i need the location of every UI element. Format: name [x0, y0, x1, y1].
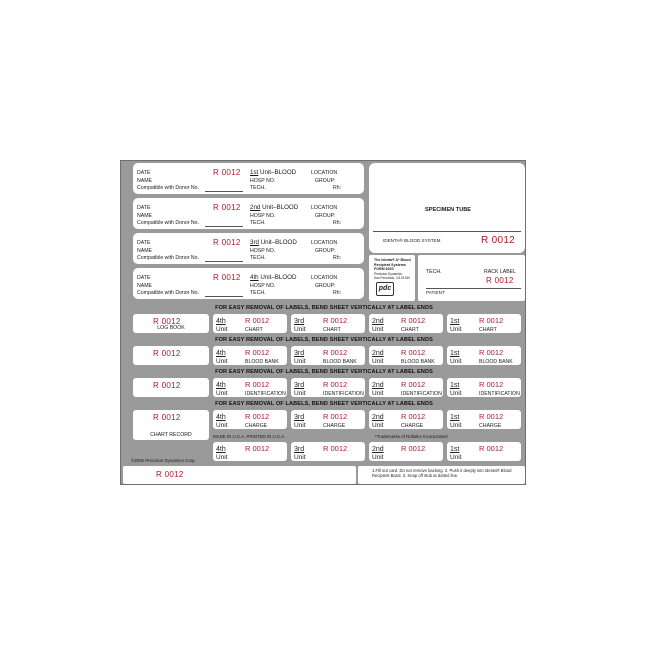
bottom-stub	[123, 466, 356, 484]
unit-label	[369, 442, 443, 461]
stub-number: R 0012	[153, 349, 181, 358]
unit-word: Unit	[450, 422, 462, 429]
unit-number: R 0012	[401, 444, 426, 453]
unit-word: Unit	[216, 326, 228, 333]
unit-row	[133, 163, 364, 194]
unit-ordinal: 1st	[450, 414, 460, 421]
donor-line	[205, 226, 243, 227]
unit-number: R 0012	[245, 444, 270, 453]
unit-label	[213, 378, 287, 397]
fine-print-2: FORM 6020	[374, 267, 394, 271]
unit-number: R 0012	[401, 412, 426, 421]
unit-ordinal: 1st	[450, 350, 460, 357]
left-stub-label	[133, 346, 209, 365]
tech-label: TECH.	[250, 255, 266, 261]
unit-row	[133, 198, 364, 229]
unit-word: Unit	[450, 454, 462, 461]
specimen-number: R 0012	[481, 235, 516, 246]
location-label: LOCATION	[311, 170, 338, 176]
unit-ordinal: 2nd	[372, 414, 384, 421]
date-label: DATE	[137, 170, 151, 176]
stub-caption: CHART RECORD	[150, 432, 192, 438]
unit-caption: CHARGE	[479, 423, 502, 429]
compatible-label: Compatible with Donor No.	[137, 290, 199, 296]
unit-number: R 0012	[245, 412, 270, 421]
group-label: GROUP:	[315, 248, 336, 254]
name-label: NAME	[137, 213, 152, 219]
unit-label	[213, 442, 287, 461]
unit-ordinal: 2nd	[372, 382, 384, 389]
unit-ordinal: 1st Unit–BLOOD	[250, 169, 297, 176]
donor-line	[205, 261, 243, 262]
rh-label: Rh:	[333, 220, 342, 226]
unit-number: R 0012	[479, 316, 504, 325]
unit-ordinal: 1st	[450, 318, 460, 325]
unit-number: R 0012	[479, 348, 504, 357]
rh-label: Rh:	[333, 255, 342, 261]
stub-number: R 0012	[153, 381, 181, 390]
unit-ordinal: 2nd	[372, 446, 384, 453]
unit-ordinal: 4th	[216, 446, 226, 453]
unit-caption: CHARGE	[245, 423, 268, 429]
unit-label	[291, 378, 365, 397]
stub-number: R 0012	[156, 470, 184, 479]
unit-word: Unit	[372, 390, 384, 397]
identa-system-label: IDENTA® BLOOD SYSTEM	[383, 238, 441, 243]
unit-number: R 0012	[479, 412, 504, 421]
unit-word: Unit	[216, 390, 228, 397]
unit-label	[291, 410, 365, 429]
date-label: DATE	[137, 240, 151, 246]
unit-row	[133, 233, 364, 264]
unit-label	[291, 442, 365, 461]
unit-ordinal: 4th	[216, 318, 226, 325]
unit-word: Unit	[216, 454, 228, 461]
unit-ordinal: 4th	[216, 414, 226, 421]
donor-line	[205, 296, 243, 297]
unit-word: Unit	[372, 326, 384, 333]
unit-word: Unit	[294, 326, 306, 333]
unit-caption: CHART	[401, 327, 419, 333]
unit-ordinal: 3rd Unit–BLOOD	[250, 239, 297, 246]
unit-number: R 0012	[479, 380, 504, 389]
removal-banner: FOR EASY REMOVAL OF LABELS, BEND SHEET VERTICALLY AT LABEL ENDS	[215, 337, 433, 343]
unit-word: Unit	[450, 326, 462, 333]
unit-label	[369, 346, 443, 365]
removal-banner: FOR EASY REMOVAL OF LABELS, BEND SHEET VERTICALLY AT LABEL ENDS	[215, 305, 433, 311]
removal-banner: FOR EASY REMOVAL OF LABELS, BEND SHEET VERTICALLY AT LABEL ENDS	[215, 401, 433, 407]
specimen-tube-title: SPECIMEN TUBE	[425, 207, 471, 213]
unit-word: Unit	[372, 358, 384, 365]
name-label: NAME	[137, 248, 152, 254]
pdc-logo: pdc	[376, 282, 394, 296]
fine-print-0: The Identa® A* Blood	[374, 258, 411, 262]
fine-print-3: Precision Dynamics	[374, 271, 402, 276]
rh-label: Rh:	[333, 185, 342, 191]
unit-label	[447, 346, 521, 365]
patient-label: PATIENT	[426, 290, 445, 295]
unit-number: R 0012	[401, 316, 426, 325]
unit-label	[369, 314, 443, 333]
unit-number: R 0012	[479, 444, 504, 453]
hosp-no-label: HOSP NO.	[250, 248, 276, 254]
unit-caption: CHARGE	[401, 423, 424, 429]
unit-ordinal: 3rd	[294, 446, 305, 453]
unit-caption: BLOOD BANK	[323, 359, 357, 365]
unit-caption: IDENTIFICATION	[401, 391, 442, 397]
left-stub-label	[133, 410, 209, 440]
unit-caption: CHART	[479, 327, 497, 333]
unit-caption: BLOOD BANK	[479, 359, 513, 365]
date-label: DATE	[137, 205, 151, 211]
row-number: R 0012	[213, 273, 241, 282]
tech-label: TECH.	[250, 290, 266, 296]
unit-number: R 0012	[401, 380, 426, 389]
unit-number: R 0012	[245, 380, 270, 389]
location-label: LOCATION	[311, 240, 338, 246]
rack-number: R 0012	[486, 276, 514, 285]
stub-caption: LOG BOOK	[157, 325, 185, 331]
tech-label: TECH.	[250, 185, 266, 191]
unit-word: Unit	[294, 390, 306, 397]
unit-number: R 0012	[245, 316, 270, 325]
rack-label-panel	[418, 255, 525, 301]
unit-ordinal: 1st	[450, 382, 460, 389]
unit-row	[133, 268, 364, 299]
rh-label: Rh:	[333, 290, 342, 296]
unit-label	[369, 410, 443, 429]
unit-ordinal: 4th	[216, 350, 226, 357]
unit-label	[447, 410, 521, 429]
unit-ordinal: 3rd	[294, 382, 305, 389]
unit-caption: IDENTIFICATION	[323, 391, 364, 397]
group-label: GROUP:	[315, 283, 336, 289]
unit-ordinal: 3rd	[294, 350, 305, 357]
unit-ordinal: 2nd Unit–BLOOD	[250, 204, 299, 211]
donor-line	[205, 191, 243, 192]
compatible-label: Compatible with Donor No.	[137, 255, 199, 261]
left-stub-label	[133, 314, 209, 333]
unit-caption: BLOOD BANK	[245, 359, 279, 365]
fine-print-1: Recipient Systems	[374, 262, 406, 267]
unit-label	[447, 378, 521, 397]
row-number: R 0012	[213, 203, 241, 212]
hosp-no-label: HOSP NO.	[250, 213, 276, 219]
unit-label	[213, 346, 287, 365]
unit-word: Unit	[372, 422, 384, 429]
unit-caption: IDENTIFICATION	[245, 391, 286, 397]
copyright: ©2006 Precision Dynamics Corp.	[131, 458, 196, 463]
unit-ordinal: 3rd	[294, 318, 305, 325]
date-label: DATE	[137, 275, 151, 281]
unit-word: Unit	[450, 390, 462, 397]
made-in-usa: MADE IN U.S.A. PRINTED IN U.S.A.	[213, 434, 286, 439]
unit-ordinal: 2nd	[372, 318, 384, 325]
unit-number: R 0012	[323, 444, 348, 453]
removal-banner: FOR EASY REMOVAL OF LABELS, BEND SHEET VERTICALLY AT LABEL ENDS	[215, 369, 433, 375]
divider	[426, 288, 521, 289]
location-label: LOCATION	[311, 205, 338, 211]
unit-ordinal: 2nd	[372, 350, 384, 357]
unit-label	[291, 314, 365, 333]
unit-number: R 0012	[323, 316, 348, 325]
unit-ordinal: 3rd	[294, 414, 305, 421]
unit-number: R 0012	[323, 348, 348, 357]
unit-number: R 0012	[323, 412, 348, 421]
unit-label	[213, 410, 287, 429]
unit-label	[447, 314, 521, 333]
stub-number: R 0012	[153, 413, 181, 422]
unit-ordinal: 1st	[450, 446, 460, 453]
trademark-note: *Trademarks of Rollalex Incorporated	[375, 434, 448, 439]
row-number: R 0012	[213, 238, 241, 247]
unit-word: Unit	[216, 422, 228, 429]
unit-caption: CHARGE	[323, 423, 346, 429]
unit-word: Unit	[450, 358, 462, 365]
compatible-label: Compatible with Donor No.	[137, 185, 199, 191]
unit-caption: CHART	[323, 327, 341, 333]
unit-word: Unit	[294, 454, 306, 461]
unit-caption: CHART	[245, 327, 263, 333]
unit-number: R 0012	[245, 348, 270, 357]
group-label: GROUP:	[315, 213, 336, 219]
unit-label	[213, 314, 287, 333]
unit-caption: IDENTIFICATION	[479, 391, 520, 397]
instructions-box	[358, 466, 525, 484]
location-label: LOCATION	[311, 275, 338, 281]
unit-label	[447, 442, 521, 461]
stub-number: R 0012	[153, 317, 181, 326]
tech-label: TECH.	[426, 269, 442, 275]
unit-number: R 0012	[401, 348, 426, 357]
unit-label	[291, 346, 365, 365]
blood-label-sheet	[120, 160, 526, 485]
compatible-label: Compatible with Donor No.	[137, 220, 199, 226]
divider	[373, 231, 521, 232]
instructions-text: 1.Fill out card. Do not remove backing. 2. Push it deeply into Identa® Blood Recipient Band. 3. Snap off stub at dotted line.	[372, 468, 512, 479]
unit-ordinal: 4th	[216, 382, 226, 389]
unit-word: Unit	[372, 454, 384, 461]
name-label: NAME	[137, 283, 152, 289]
fine-print-4: San Fernando, CA 91340	[374, 276, 410, 280]
left-stub-label	[133, 378, 209, 397]
name-label: NAME	[137, 178, 152, 184]
unit-word: Unit	[294, 358, 306, 365]
tech-label: TECH.	[250, 220, 266, 226]
unit-ordinal: 4th Unit–BLOOD	[250, 274, 297, 281]
group-label: GROUP:	[315, 178, 336, 184]
unit-word: Unit	[216, 358, 228, 365]
manufacturer-block	[369, 255, 415, 301]
hosp-no-label: HOSP NO.	[250, 283, 276, 289]
row-number: R 0012	[213, 168, 241, 177]
specimen-tube-panel	[369, 163, 525, 253]
unit-word: Unit	[294, 422, 306, 429]
rack-label-caption: RACK LABEL	[484, 269, 517, 275]
hosp-no-label: HOSP NO.	[250, 178, 276, 184]
unit-number: R 0012	[323, 380, 348, 389]
unit-label	[369, 378, 443, 397]
unit-caption: BLOOD BANK	[401, 359, 435, 365]
